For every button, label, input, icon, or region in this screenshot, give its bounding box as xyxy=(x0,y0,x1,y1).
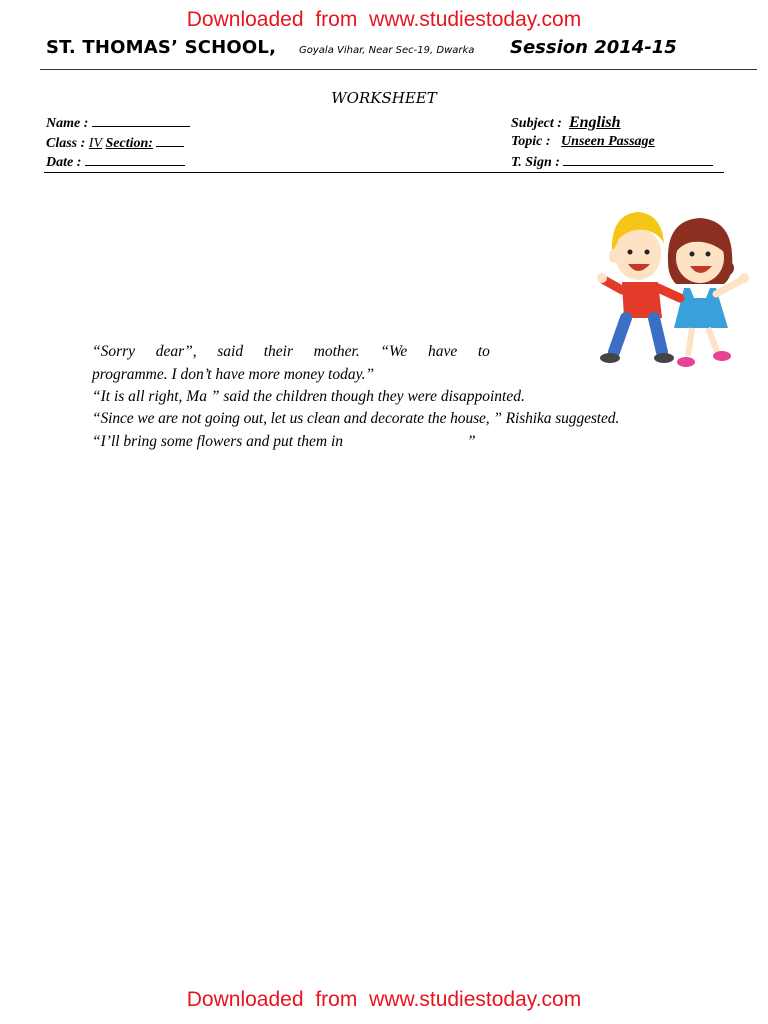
header-divider xyxy=(40,69,757,70)
date-blank xyxy=(85,153,185,166)
name-label: Name : xyxy=(46,116,89,131)
children-cartoon-image xyxy=(596,202,754,374)
class-value: IV xyxy=(88,136,103,151)
passage-line-5 xyxy=(92,433,718,451)
school-name: ST. THOMAS’ SCHOOL, xyxy=(46,37,277,58)
passage-line-1 xyxy=(92,343,490,361)
passage-word: to xyxy=(477,343,490,360)
sign-label: T. Sign : xyxy=(511,155,560,170)
passage-line-5-text: “I’ll bring some flowers and put them in xyxy=(92,433,344,450)
passage-line-4: “Since we are not going out, let us clean and decorate the house, ” Rishika suggested. xyxy=(92,410,620,427)
form-divider xyxy=(44,172,724,173)
passage-word: mother. xyxy=(313,343,360,360)
passage-word: said xyxy=(217,343,244,360)
passage-line-2: programme. I don’t have more money today.” xyxy=(92,366,375,383)
passage-word: “Sorry xyxy=(92,343,136,360)
subject-value: English xyxy=(568,114,621,131)
passage-word: “We xyxy=(380,343,408,360)
passage-word: dear”, xyxy=(155,343,197,360)
sign-field xyxy=(511,153,713,171)
worksheet-title: WORKSHEET xyxy=(331,89,437,107)
name-blank xyxy=(92,114,190,127)
topic-field xyxy=(511,134,655,150)
class-label: Class : xyxy=(46,136,86,151)
session-label: Session 2014-15 xyxy=(510,37,677,58)
passage-word: their xyxy=(263,343,293,360)
date-field xyxy=(46,153,185,171)
subject-label: Subject : xyxy=(511,116,562,131)
sign-blank xyxy=(563,153,713,166)
date-label: Date : xyxy=(46,155,82,170)
passage-line-5-quote: ” xyxy=(467,433,476,450)
name-field xyxy=(46,114,190,132)
class-field xyxy=(46,134,184,152)
section-blank xyxy=(156,134,184,147)
passage-word: have xyxy=(427,343,458,360)
topic-label: Topic : xyxy=(511,134,551,149)
download-banner-top: Downloaded from www.studiestoday.com xyxy=(186,8,582,31)
section-label: Section: xyxy=(105,136,153,151)
download-banner-bottom: Downloaded from www.studiestoday.com xyxy=(186,988,582,1011)
subject-field xyxy=(511,114,621,132)
school-address: Goyala Vihar, Near Sec-19, Dwarka xyxy=(299,45,475,56)
passage-line-3: “It is all right, Ma ” said the children though they were disappointed. xyxy=(92,388,525,405)
topic-value: Unseen Passage xyxy=(561,134,655,149)
